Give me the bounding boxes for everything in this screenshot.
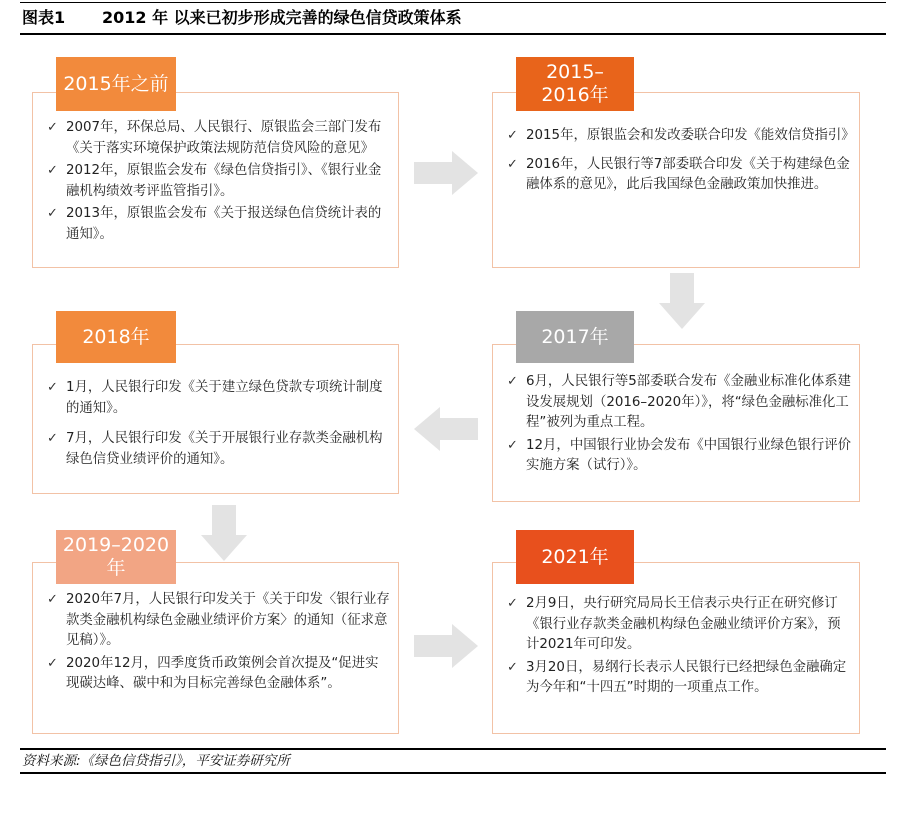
check-icon: ✓ [47,206,58,221]
check-icon: ✓ [47,120,58,135]
check-icon: ✓ [47,163,58,178]
list-2017 [504,372,854,479]
check-icon: ✓ [47,655,58,671]
title-rule [20,33,886,35]
list-item: ✓ 6月，人民银行等5部委联合发布《金融业标准化体系建设发展规划（2016–2020年）》，将“绿色金融标准化工程”被列为重点工程。 [507,374,852,430]
list-item: ✓ 2007年，环保总局、人民银行、原银监会三部门发布《关于落实环境保护政策法规防范信贷风险的意见》 [47,120,382,156]
list-item: ✓ 12月，中国银行业协会发布《中国银行业绿色银行评价实施方案（试行）》。 [507,437,852,473]
check-icon: ✓ [47,592,58,607]
check-icon: ✓ [507,128,518,143]
check-icon: ✓ [507,437,518,453]
check-icon: ✓ [507,374,518,389]
check-icon: ✓ [507,596,518,611]
top-rule [20,2,886,3]
list-before-2015 [44,118,388,247]
list-item: ✓ 1月，人民银行印发《关于建立绿色贷款专项统计制度的通知》。 [47,380,383,416]
list-2018 [44,378,388,472]
list-2019-2020 [44,590,390,697]
list-item: ✓ 2012年，原银监会发布《绿色信贷指引》、《银行业金融机构绩效考评监管指引》。 [47,163,382,199]
check-icon: ✓ [507,659,518,675]
list-2021 [504,594,854,701]
source-note: 资料来源:《绿色信贷指引》，平安证券研究所 [22,753,290,769]
arrow-left-icon [414,407,478,451]
list-2015-2016 [504,126,855,198]
figure-title [22,4,462,32]
figure-title-text: 2012 年 以来已初步形成完善的绿色信贷政策体系 [102,8,462,27]
tag-before-2015: 2015年之前 [56,57,176,111]
list-item: ✓ 7月，人民银行印发《关于开展银行业存款类金融机构绿色信贷业绩评价的通知》。 [47,431,383,467]
list-item: ✓ 2013年，原银监会发布《关于报送绿色信贷统计表的通知》。 [47,206,382,242]
bottom-rule [20,772,886,774]
tag-2018: 2018年 [56,311,176,363]
list-item: ✓ 2015年，原银监会和发改委联合印发《能效信贷指引》 [504,126,850,147]
figure-label: 图表1 [22,8,66,27]
arrow-right-icon [414,151,478,195]
list-item: ✓ 2020年7月，人民银行印发关于《关于印发〈银行业存款类金融机构绿色金融业绩评价方案〉的通知（征求意见稿）》。 [47,592,390,648]
arrow-down-icon [659,273,705,329]
list-item: ✓ 2月9日，央行研究局局长王信表示央行正在研究修订《银行业存款类金融机构绿色金融业绩评价方案》，预计2021年可印发。 [507,596,841,652]
arrow-right-icon [414,624,478,668]
check-icon: ✓ [507,156,518,172]
check-icon: ✓ [47,431,58,446]
check-icon: ✓ [47,380,58,395]
tag-2015-2016: 2015–2016年 [516,57,634,111]
arrow-down-icon [201,505,247,561]
list-item: ✓ 3月20日，易纲行长表示人民银行已经把绿色金融确定为今年和“十四五”时期的一项重点工作。 [507,659,847,695]
source-top-rule [20,748,886,750]
list-item: ✓ 2020年12月，四季度货币政策例会首次提及“促进实现碳达峰、碳中和为目标完善绿色金融体系”。 [47,655,379,691]
tag-2017: 2017年 [516,311,634,363]
tag-2021: 2021年 [516,530,634,584]
tag-2019-2020: 2019–2020年 [56,530,176,584]
list-item: ✓ 2016年，人民银行等7部委联合印发《关于构建绿色金融体系的意见》，此后我国绿色金融政策加快推进。 [507,156,850,192]
